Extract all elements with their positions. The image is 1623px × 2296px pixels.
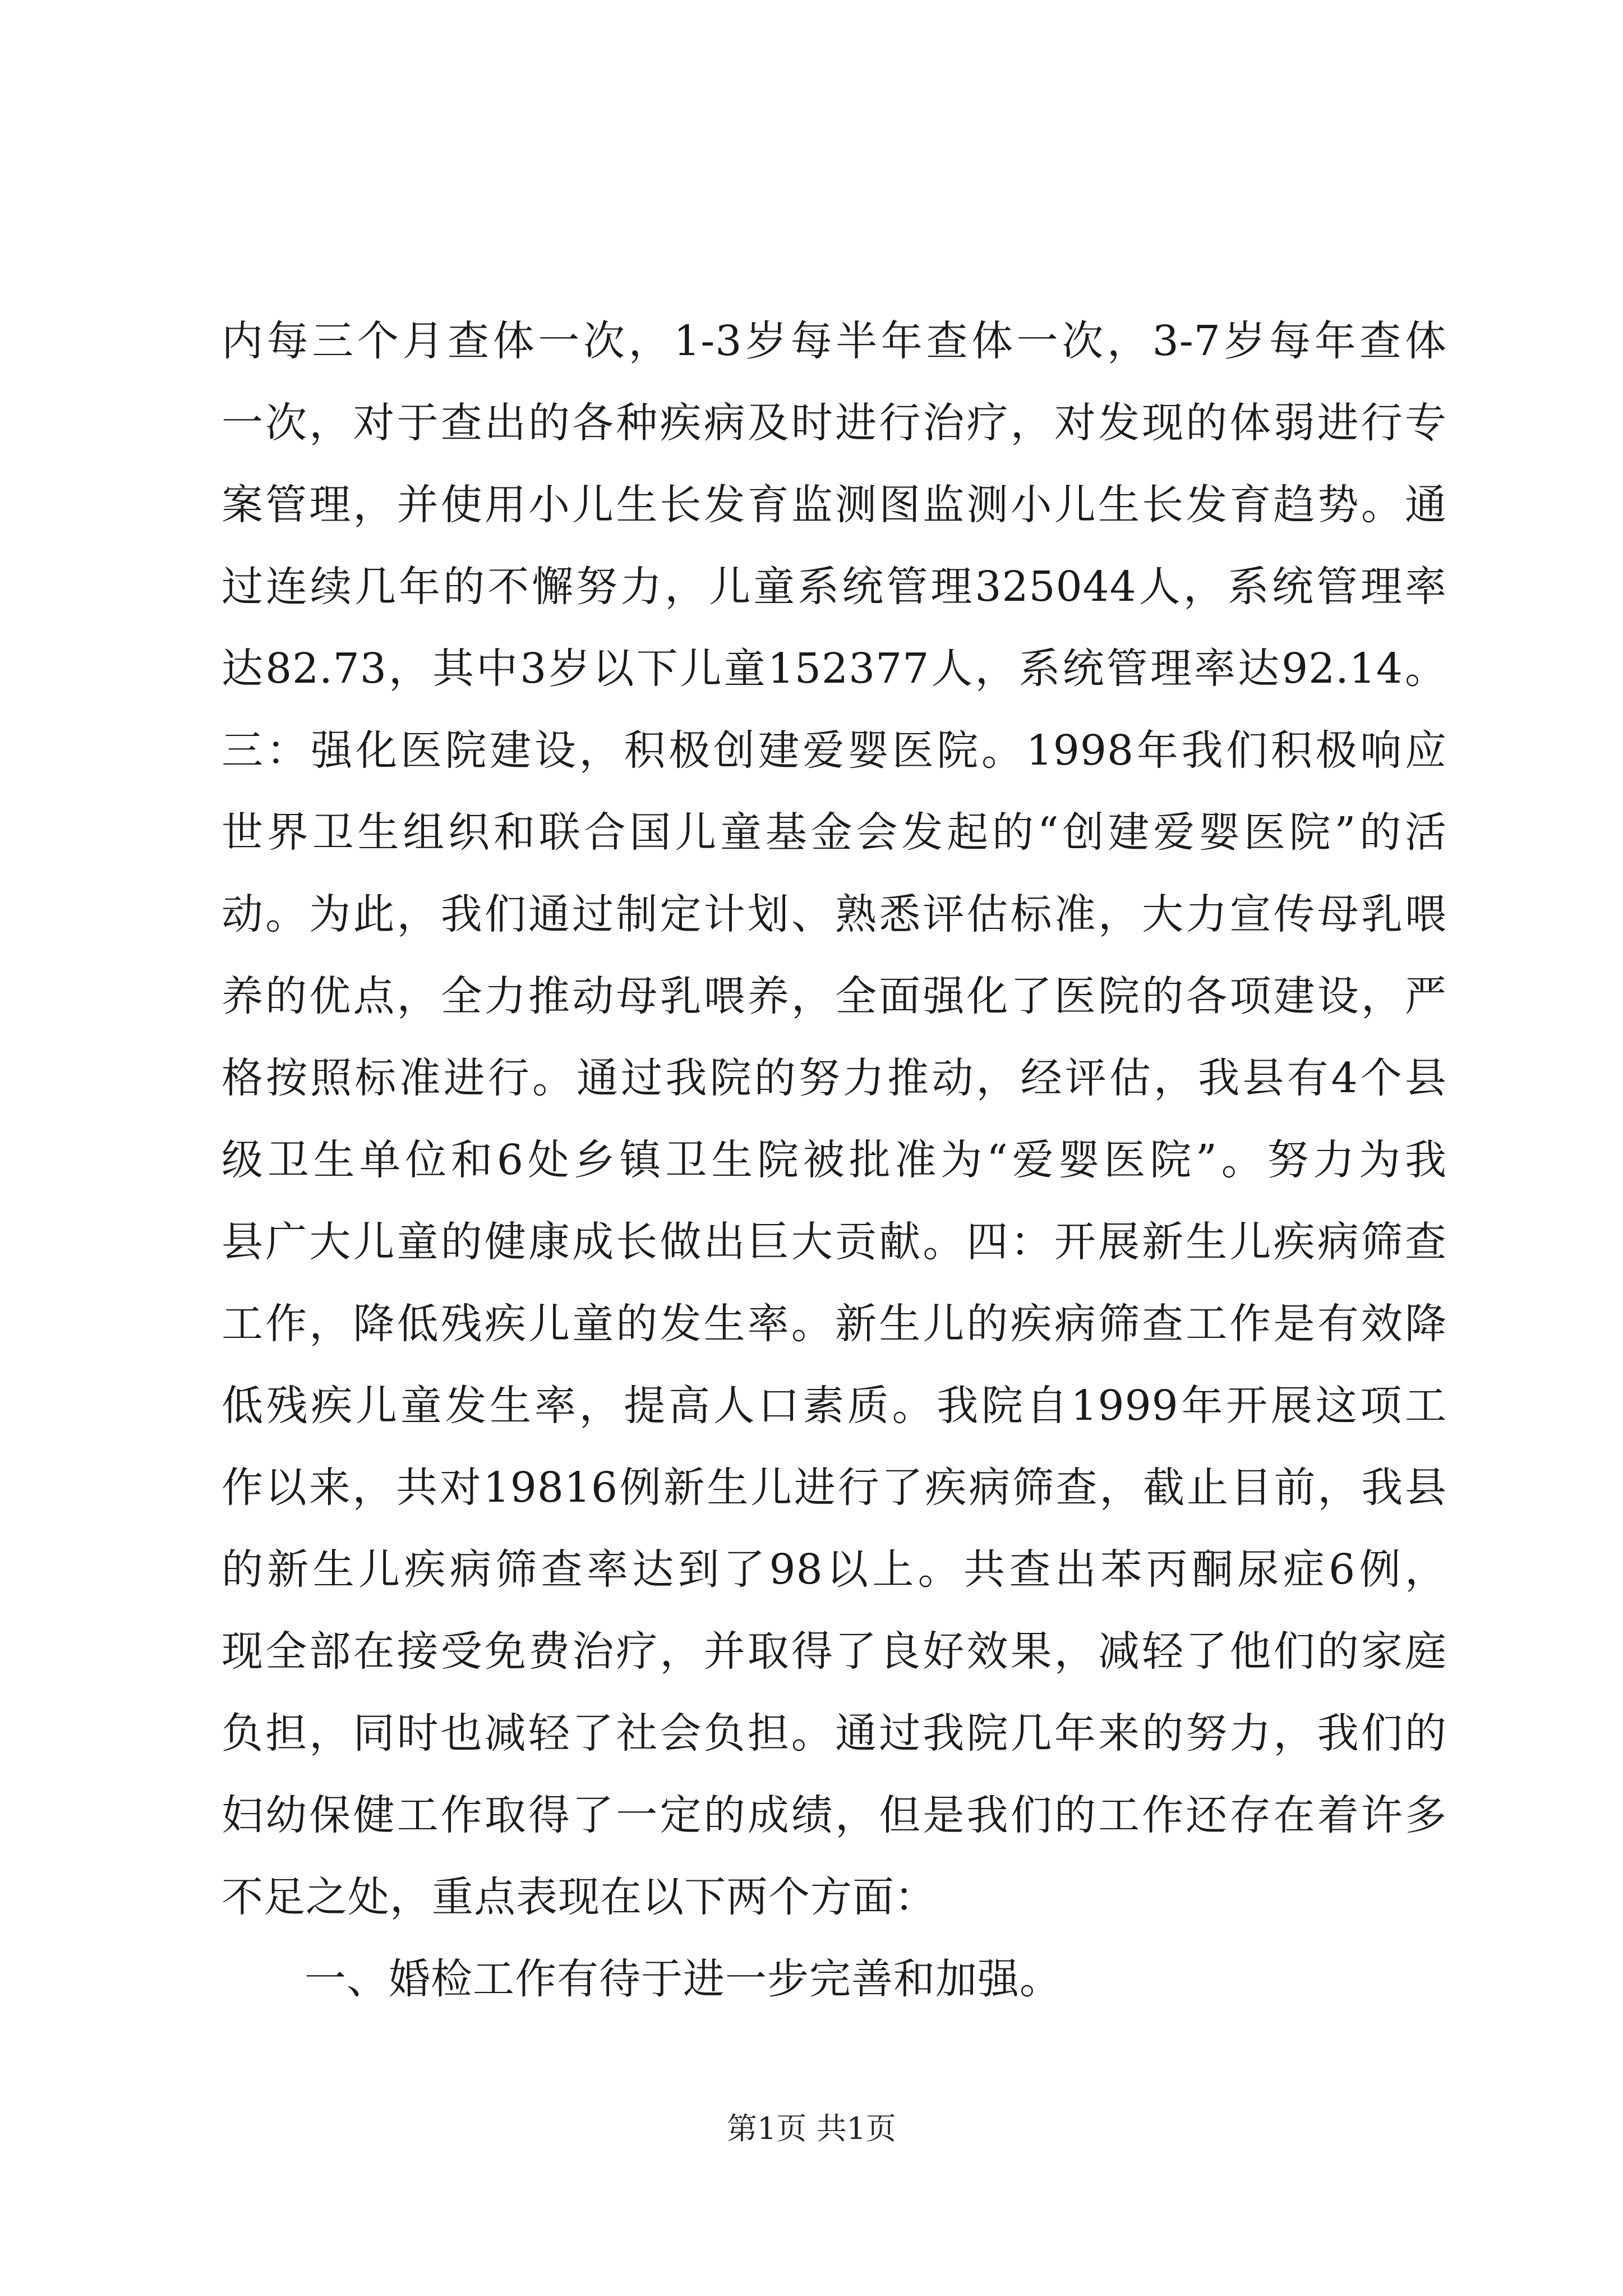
- text-line: 养的优点，全力推动母乳喂养，全面强化了医院的各项建设，严: [222, 972, 1447, 1020]
- text-line: 世界卫生组织和联合国儿童基金会发起的“创建爱婴医院”的活: [222, 808, 1447, 857]
- text-line: 三：强化医院建设，积极创建爱婴医院。1998年我们积极响应: [222, 726, 1447, 775]
- body-text: [222, 300, 1447, 2020]
- text-line: 工作，降低残疾儿童的发生率。新生儿的疾病筛查工作是有效降: [222, 1300, 1447, 1348]
- text-line: 低残疾儿童发生率，提高人口素质。我院自1999年开展这项工: [222, 1382, 1447, 1430]
- text-line: 不足之处，重点表现在以下两个方面：: [222, 1873, 937, 1921]
- text-line: 一次，对于查出的各种疾病及时进行治疗，对发现的体弱进行专: [222, 399, 1447, 447]
- section-heading: 一、婚检工作有待于进一步完善和加强。: [305, 1955, 1062, 2003]
- text-line: 动。为此，我们通过制定计划、熟悉评估标准，大力宣传母乳喂: [222, 890, 1447, 938]
- text-line: 作以来，共对19816例新生儿进行了疾病筛查，截止目前，我县: [222, 1464, 1447, 1512]
- text-line: 现全部在接受免费治疗，并取得了良好效果，减轻了他们的家庭: [222, 1627, 1447, 1676]
- text-line: 格按照标准进行。通过我院的努力推动，经评估，我县有4个县: [222, 1054, 1447, 1102]
- text-line: 的新生儿疾病筛查率达到了98以上。共查出苯丙酮尿症6例，: [222, 1545, 1447, 1594]
- text-line: 负担，同时也减轻了社会负担。通过我院几年来的努力，我们的: [222, 1709, 1447, 1757]
- text-line: 案管理，并使用小儿生长发育监测图监测小儿生长发育趋势。通: [222, 481, 1447, 529]
- page-footer: 第1页 共1页: [727, 2111, 896, 2146]
- text-line: 级卫生单位和6处乡镇卫生院被批准为“爱婴医院”。努力为我: [222, 1136, 1447, 1184]
- text-line: 妇幼保健工作取得了一定的成绩，但是我们的工作还存在着许多: [222, 1791, 1447, 1839]
- text-line: 内每三个月查体一次，1-3岁每半年查体一次，3-7岁每年查体: [222, 317, 1447, 365]
- text-line: 达82.73，其中3岁以下儿童152377人，系统管理率达92.14。: [222, 645, 1447, 693]
- text-line: 过连续几年的不懈努力，儿童系统管理325044人，系统管理率: [222, 563, 1447, 611]
- text-line: 县广大儿童的健康成长做出巨大贡献。四：开展新生儿疾病筛查: [222, 1218, 1447, 1266]
